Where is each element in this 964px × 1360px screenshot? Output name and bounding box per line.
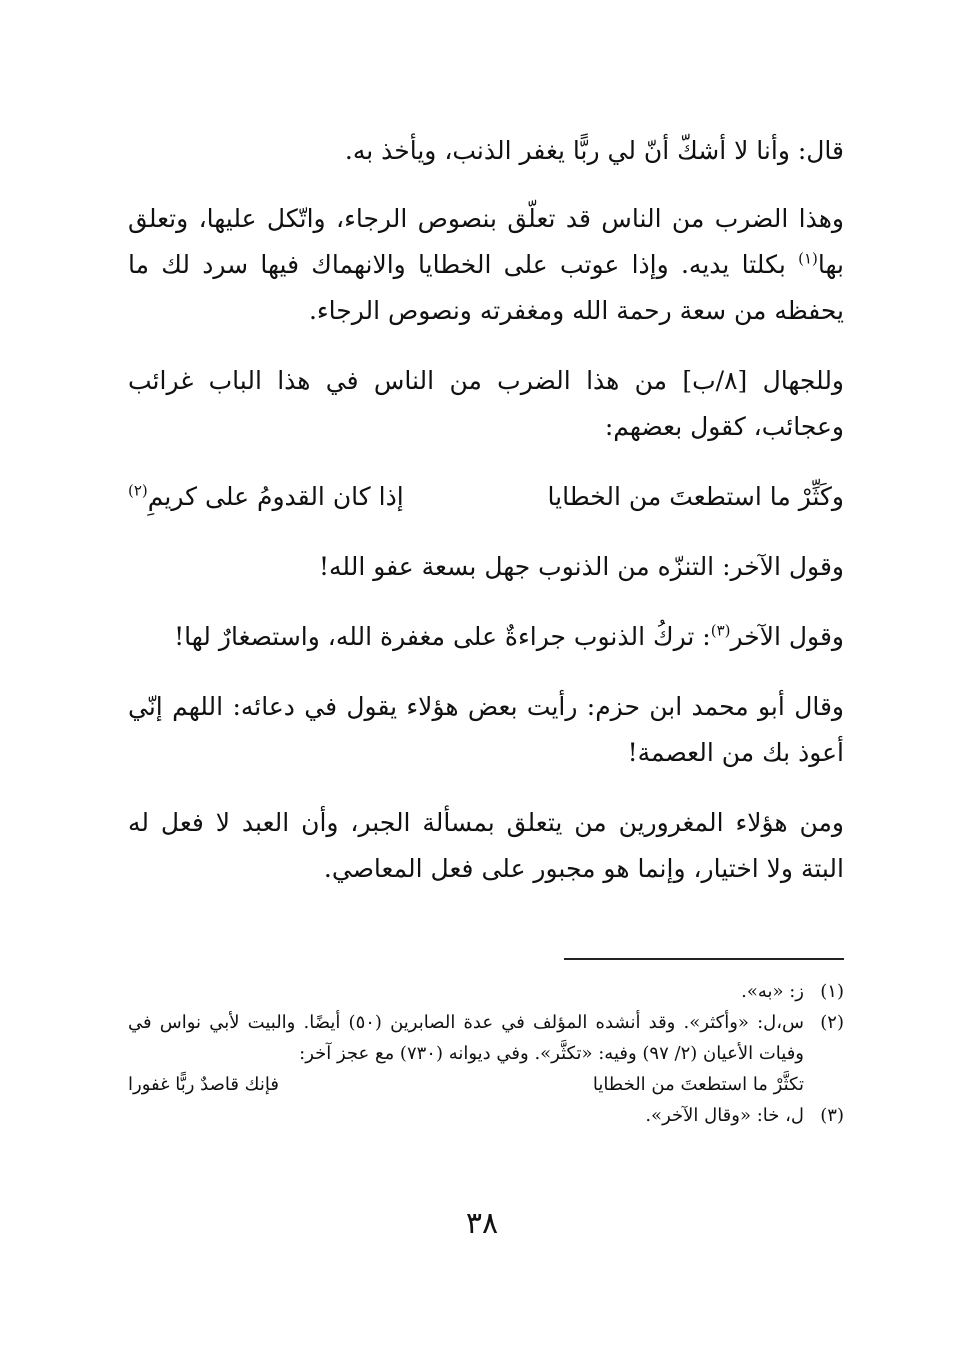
footnotes [128,976,844,1131]
verse-second-half: إذا كان القدومُ على كريمِ [147,482,404,511]
footnote-ref-2: (٢) [128,481,148,500]
paragraph-7-text: ومن هؤلاء المغرورين من يتعلق بمسألة الجبر، وأن العبد لا فعل له البتة ولا اختيار، وإنما هو مجبور على فعل المعاصي. [128,808,844,883]
verse-first-half: وكَثِّرْ ما استطعتَ من الخطايا [547,482,844,511]
paragraph-5 [128,614,844,660]
paragraph-2 [128,196,844,334]
paragraph-6 [128,684,844,776]
footnote-3-text: ل، خا: «وقال الآخر». [645,1105,804,1126]
main-text [128,128,844,916]
footnote-1 [128,976,844,1007]
verse-second-half-wrap [128,474,404,520]
footnote-3-number: (٣) [820,1105,844,1126]
paragraph-1-text: قال: وأنا لا أشكّ أنّ لي ربًّا يغفر الذنب، ويأخذ به. [344,136,844,165]
footnote-verse-first-half: تكثَّرْ ما استطعتَ من الخطايا [592,1074,804,1095]
paragraph-4 [128,544,844,590]
page-number: ٣٨ [465,1206,499,1241]
paragraph-2-text: وهذا الضرب من الناس قد تعلّق بنصوص الرجاء، واتّكل عليها، وتعلق بها [128,204,844,279]
paragraph-6-text: وقال أبو محمد ابن حزم: رأيت بعض هؤلاء يقول في دعائه: اللهم إنّي أعوذ بك من العصمة! [128,692,844,767]
poem-verse [128,474,844,520]
footnote-ref-1: (١) [798,249,818,268]
paragraph-5-lead: وقول الآخر [730,622,844,651]
paragraph-2-tail: بكلتا يديه. وإذا عوتب على الخطايا والانهماك فيها سرد لك ما يحفظه من سعة رحمة الله ومغفرته ونصوص الرجاء. [128,250,844,325]
paragraph-4-text: وقول الآخر: التنزّه من الذنوب جهل بسعة عفو الله! [318,552,844,581]
footnote-1-text: ز: «به». [741,981,804,1002]
footnote-2-number: (٢) [820,1012,844,1033]
footnote-2 [128,1007,844,1069]
footnote-ref-3: (٣) [710,621,731,640]
paragraph-3-text: وللجهال [٨/ب] من هذا الضرب من الناس في هذا الباب غرائب وعجائب، كقول بعضهم: [128,366,845,441]
footnote-3 [128,1100,844,1131]
paragraph-5-text: : تركُ الذنوب جراءةٌ على مغفرة الله، واستصغارٌ لها! [174,622,711,651]
paragraph-3 [128,358,844,450]
paragraph-7 [128,800,844,892]
paragraph-1 [128,128,844,174]
footnote-2-text: س،ل: «وأكثر». وقد أنشده المؤلف في عدة الصابرين (٥٠) أيضًا. والبيت لأبي نواس في وفيات الأعيان (٢/ ٩٧) وفيه: «تكثَّر». وفي ديوانه (٧٣٠) مع عجز آخر: [128,1012,804,1064]
footnote-2-verse [128,1069,844,1100]
footnote-1-number: (١) [820,981,844,1002]
footnote-divider [564,958,844,960]
footnote-verse-second-half: فإنك قاصدٌ ربًّا غفورا [128,1074,279,1095]
